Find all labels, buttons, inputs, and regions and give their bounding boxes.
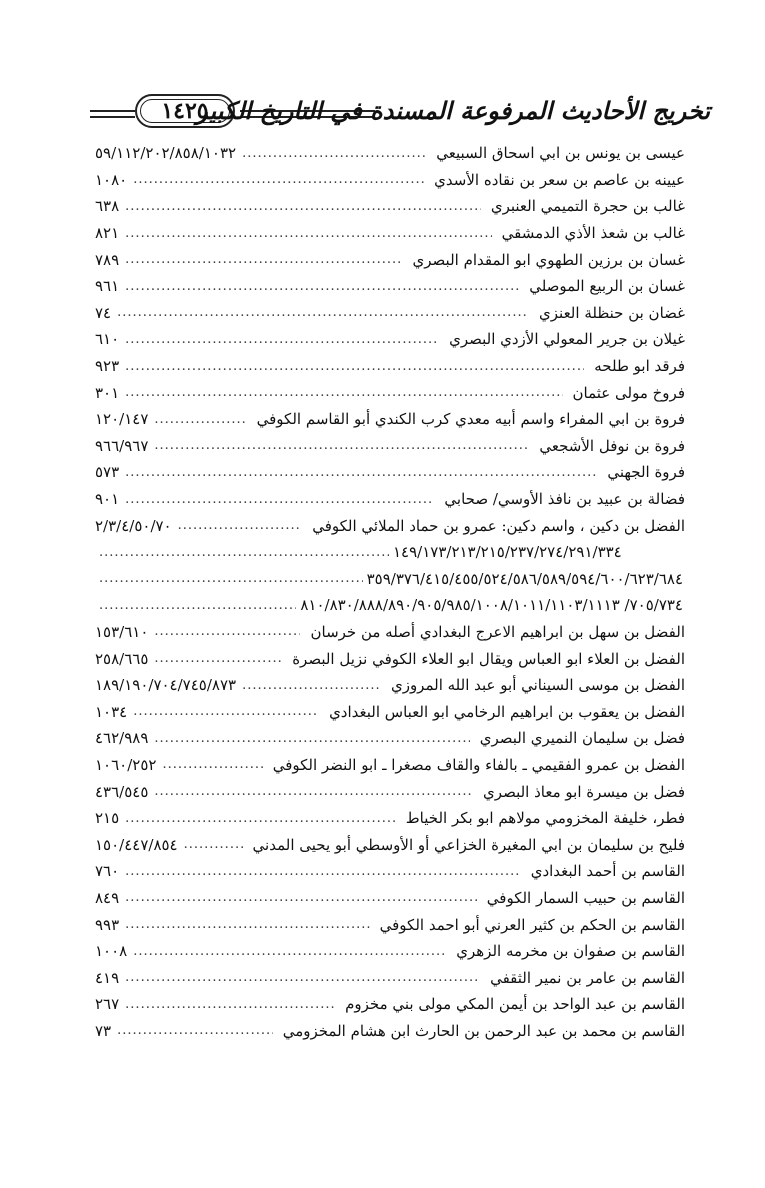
index-entries — [95, 140, 685, 1044]
entry-name: فضالة بن عبيد بن نافذ الأوسي/ صحابي — [444, 490, 685, 509]
entry-references: ٧٣ — [95, 1021, 112, 1040]
index-entry-row — [95, 778, 685, 805]
entry-name: القاسم بن أحمد البغدادي — [530, 862, 685, 881]
entry-references: ١٨٩/١٩٠/٧٠٤/٧٤٥/٨٧٣ — [95, 676, 237, 695]
entry-references: ٢٦٧ — [95, 995, 120, 1014]
entry-name: غسان بن الربيع الموصلي — [529, 277, 685, 296]
entry-name: غضان بن حنظلة العنزي — [539, 303, 685, 322]
index-entry-row — [95, 885, 685, 912]
index-entry-row — [95, 991, 685, 1018]
leader-dots — [154, 731, 469, 746]
entry-name: فطر، خليفة المخزومي مولاهم ابو بكر الخياط — [405, 809, 685, 828]
entry-references: ١٠٨٠ — [95, 170, 128, 189]
leader-dots — [133, 704, 319, 719]
entry-name: القاسم بن عبد الواحد بن أيمن المكي مولى بني مخزوم — [345, 995, 685, 1014]
leader-dots — [125, 811, 396, 826]
header-rule-left-bottom — [90, 116, 135, 118]
index-entry-row — [95, 964, 685, 991]
entry-name: الفضل بن دكين ، واسم دكين: عمرو بن حماد الملائي الكوفي — [312, 516, 685, 535]
index-entry-row — [95, 353, 685, 380]
page-number: ١٤٢٥ — [161, 98, 209, 124]
entry-name: الفضل بن سهل بن ابراهيم الاعرج البغدادي أصله من خرسان — [310, 622, 685, 641]
entry-name: القاسم بن الحكم بن كثير العرني أبو احمد الكوفي — [379, 915, 685, 934]
entry-references: ١٥٣/٦١٠ — [95, 622, 149, 641]
entry-name: فروة بن نوفل الأشجعي — [539, 436, 685, 455]
index-entry-row — [95, 220, 685, 247]
entry-references: ٦٣٨ — [95, 197, 120, 216]
entry-name: الفضل بن العلاء ابو العباس ويقال ابو العلاء الكوفي نزيل البصرة — [292, 649, 685, 668]
entry-name: غيلان بن جرير المعولي الأزدي البصري — [449, 330, 685, 349]
entry-references: ٩٦١ — [95, 277, 120, 296]
index-entry-row — [95, 300, 685, 327]
index-entry-row — [95, 140, 685, 167]
entry-references: ٥٧٣ — [95, 463, 120, 482]
entry-name: غالب بن حجرة التميمي العنبري — [490, 197, 685, 216]
entry-references: ٣٥٩/٣٧٦/٤١٥/٤٥٥/٥٢٤/٥٨٦/٥٨٩/٥٩٤/٦٠٠/٦٢٣/٦٨٤ — [366, 569, 683, 588]
entry-name: عيينه بن عاصم بن سعر بن نقاده الأسدي — [434, 170, 685, 189]
leader-dots — [133, 172, 424, 187]
entry-references: ٩٢٣ — [95, 357, 120, 376]
entry-name: القاسم بن صفوان بن مخرمه الزهري — [456, 942, 685, 961]
entry-references: ٤١٩ — [95, 968, 120, 987]
entry-name: فليح بن سليمان بن ابي المغيرة الخزاعي أو الأوسطي أبو يحيى المدني — [252, 835, 685, 854]
leader-dots — [125, 492, 434, 507]
leader-dots — [117, 305, 529, 320]
entry-references: ٨٢١ — [95, 224, 120, 243]
index-entry-row — [95, 326, 685, 353]
entry-references: ٧٨٩ — [95, 250, 120, 269]
leader-dots — [162, 757, 262, 772]
entry-references: ٢/٣/٤/٥٠/٧٠ — [95, 516, 172, 535]
index-entry-row — [95, 459, 685, 486]
entry-name: فروة الجهني — [607, 463, 685, 482]
leader-dots — [154, 624, 300, 639]
index-entry-row — [95, 486, 685, 513]
index-entry-row — [95, 539, 685, 566]
leader-dots — [117, 1023, 273, 1038]
entry-references: ١٢٠/١٤٧ — [95, 410, 149, 429]
index-entry-row — [95, 379, 685, 406]
leader-dots — [242, 678, 381, 693]
index-entry-row — [95, 433, 685, 460]
header-rule-left-top — [90, 110, 135, 112]
page-header — [90, 92, 710, 132]
index-entry-row — [95, 672, 685, 699]
leader-dots — [99, 571, 363, 586]
index-entry-row — [95, 725, 685, 752]
entry-references: ٣٠١ — [95, 383, 120, 402]
entry-references: ٩٩٣ — [95, 915, 120, 934]
index-entry-row — [95, 619, 685, 646]
index-entry-row — [95, 805, 685, 832]
entry-references: ٦١٠ — [95, 330, 120, 349]
leader-dots — [125, 359, 584, 374]
entry-name: فرقد ابو طلحه — [594, 357, 685, 376]
index-entry-row — [95, 512, 685, 539]
entry-references: ٧٦٠ — [95, 862, 120, 881]
entry-references: ١٠٣٤ — [95, 702, 128, 721]
index-entry-row — [95, 193, 685, 220]
leader-dots — [125, 385, 562, 400]
entry-references: ٨٤٩ — [95, 888, 120, 907]
entry-references: ١٠٠٨ — [95, 942, 128, 961]
entry-name: فروخ مولى عثمان — [572, 383, 685, 402]
entry-name: القاسم بن محمد بن عبد الرحمن بن الحارث ابن هشام المخزومي — [282, 1021, 685, 1040]
leader-dots — [178, 518, 303, 533]
leader-dots — [125, 226, 492, 241]
index-entry-row — [95, 1018, 685, 1045]
entry-name: عيسى بن يونس بن ابي اسحاق السبيعي — [436, 144, 685, 163]
leader-dots — [125, 332, 439, 347]
leader-dots — [125, 970, 480, 985]
index-entry-row — [95, 566, 685, 593]
entry-references: ٥٩/١١٢/٢٠٢/٨٥٨/١٠٣٢ — [95, 144, 237, 163]
index-entry-row — [95, 167, 685, 194]
leader-dots — [154, 412, 246, 427]
leader-dots — [154, 651, 282, 666]
leader-dots — [242, 146, 426, 161]
index-entry-row — [95, 273, 685, 300]
leader-dots — [125, 199, 481, 214]
leader-dots — [125, 279, 519, 294]
index-entry-row — [95, 938, 685, 965]
index-entry-row — [95, 592, 685, 619]
entry-name: الفضل بن موسى السيناني أبو عبد الله المروزي — [390, 676, 685, 695]
index-entry-row — [95, 911, 685, 938]
leader-dots — [125, 890, 477, 905]
index-entry-row — [95, 698, 685, 725]
entry-references: ٢٥٨/٦٦٥ — [95, 649, 149, 668]
running-title: تخريج الأحاديث المرفوعة المسندة في التاريخ الكبير — [196, 96, 710, 125]
entry-name: فضل بن ميسرة ابو معاذ البصري — [483, 782, 685, 801]
entry-references: ٩٠١ — [95, 490, 120, 509]
index-entry-row — [95, 406, 685, 433]
leader-dots — [99, 545, 389, 560]
entry-name: فروة بن ابي المفراء واسم أبيه معدي كرب الكندي أبو القاسم الكوفي — [256, 410, 685, 429]
entry-name: غسان بن برزين الطهوي ابو المقدام البصري — [412, 250, 685, 269]
entry-name: فضل بن سليمان النميري البصري — [479, 729, 685, 748]
leader-dots — [99, 598, 296, 613]
leader-dots — [154, 784, 473, 799]
entry-references: ٢١٥ — [95, 809, 120, 828]
leader-dots — [184, 837, 243, 852]
entry-references: ٧٤ — [95, 303, 112, 322]
entry-references: ١٤٩/١٧٣/٢١٣/٢١٥/٢٣٧/٢٧٤/٢٩١/٣٣٤ — [393, 543, 622, 562]
entry-name: الفضل بن عمرو الفقيمي ـ بالفاء والقاف مصغرا ـ ابو النضر الكوفي — [272, 755, 685, 774]
entry-name: الفضل بن يعقوب بن ابراهيم الرخامي ابو العباس البغدادي — [329, 702, 685, 721]
index-entry-row — [95, 645, 685, 672]
entry-references: ٧٠٥/٧٣٤/ ٨١٠/٨٣٠/٨٨٨/٨٩٠/٩٠٥/٩٨٥/١٠٠٨/١٠١١/١١٠٣/١١١٣ — [300, 596, 683, 615]
entry-references: ٤٦٢/٩٨٩ — [95, 729, 149, 748]
entry-references: ٩٦٦/٩٦٧ — [95, 436, 149, 455]
entry-name: القاسم بن عامر بن نمير الثقفي — [490, 968, 685, 987]
entry-name: غالب بن شعذ الأذي الدمشقي — [501, 224, 685, 243]
index-entry-row — [95, 246, 685, 273]
leader-dots — [133, 944, 446, 959]
leader-dots — [125, 917, 369, 932]
leader-dots — [125, 465, 597, 480]
index-entry-row — [95, 752, 685, 779]
leader-dots — [154, 438, 529, 453]
leader-dots — [125, 997, 335, 1012]
leader-dots — [125, 252, 402, 267]
index-entry-row — [95, 831, 685, 858]
index-entry-row — [95, 858, 685, 885]
entry-references: ١٠٦٠/٢٥٢ — [95, 755, 157, 774]
entry-references: ٤٣٦/٥٤٥ — [95, 782, 149, 801]
entry-name: القاسم بن حبيب السمار الكوفي — [486, 888, 685, 907]
leader-dots — [125, 864, 521, 879]
entry-references: ١٥٠/٤٤٧/٨٥٤ — [95, 835, 178, 854]
